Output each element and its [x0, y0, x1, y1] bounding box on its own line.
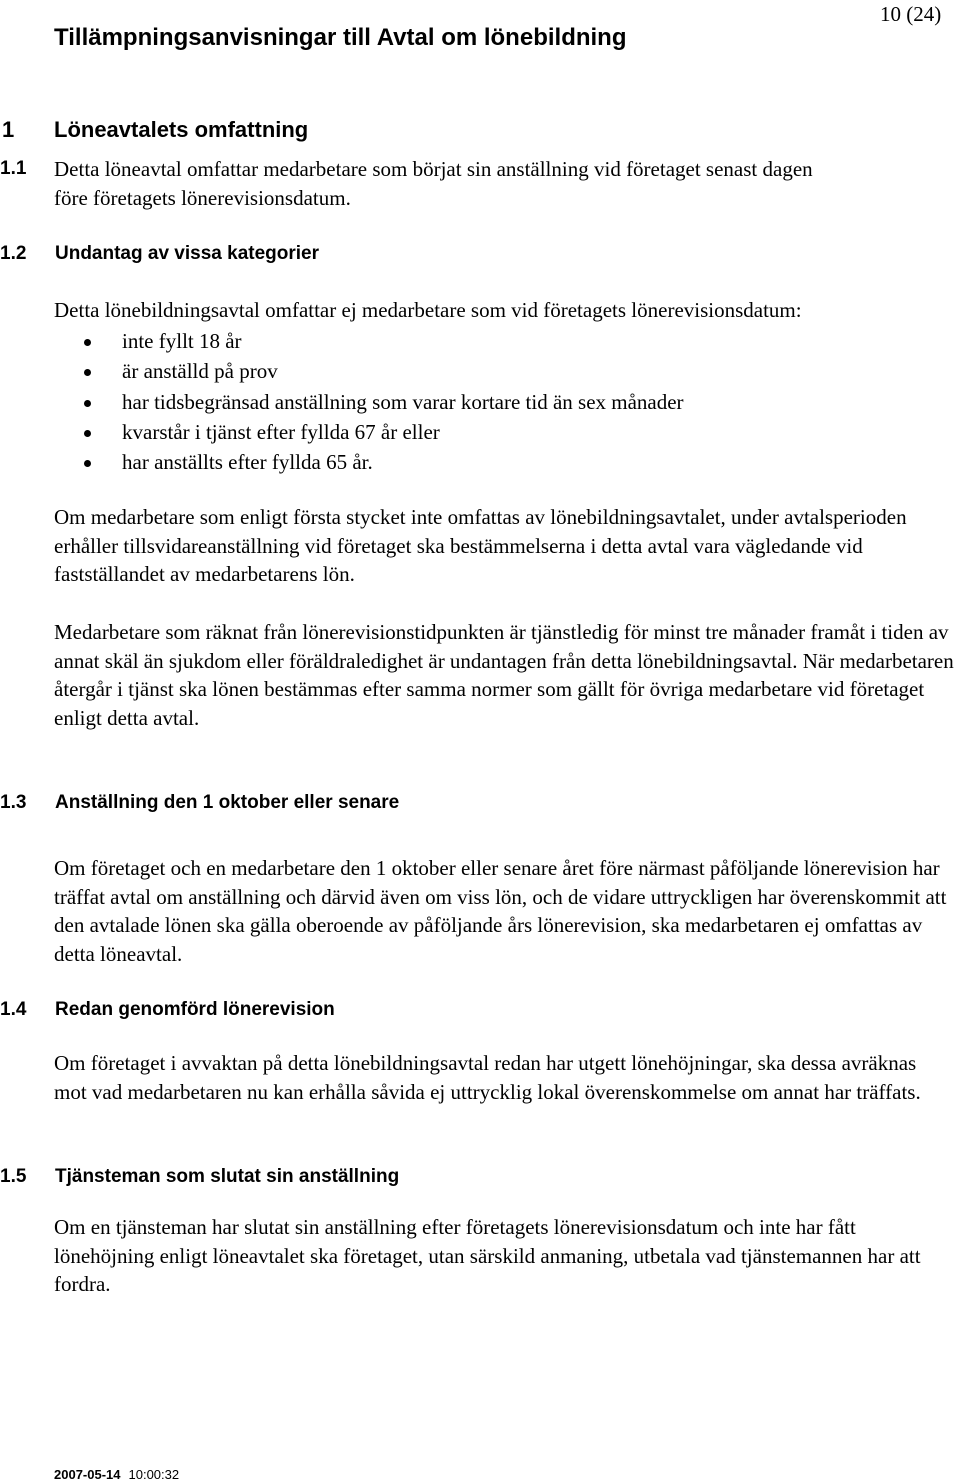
document-header-title: Tillämpningsanvisningar till Avtal om lönebildning [54, 24, 627, 51]
bullet-icon [84, 460, 91, 467]
section-1-5-title: Tjänsteman som slutat sin anställning [55, 1166, 400, 1187]
section-1-title: Löneavtalets omfattning [54, 117, 309, 142]
exclusion-bullet-list [84, 326, 684, 477]
section-1-1-line-2: före företagets lönerevisionsdatum. [54, 185, 351, 210]
section-1-1 [0, 155, 960, 215]
section-1-5-paragraph: Om en tjänsteman har slutat sin anställning efter företagets lönerevisionsdatum och inte har fått lönehöjning enligt löneavtalet ska företaget, utan särskild anmaning, utbetala vad tjänstemannen har att fordra. [54, 1215, 921, 1297]
list-item: har anställts efter fyllda 65 år. [84, 447, 684, 477]
list-item: är anställd på prov [84, 356, 684, 386]
section-1-1-text [54, 155, 813, 212]
section-1-2-intro: Detta lönebildningsavtal omfattar ej medarbetare som vid företagets lönerevisionsdatum: [54, 298, 802, 322]
section-1-heading [0, 117, 308, 143]
section-1-2-title: Undantag av vissa kategorier [55, 243, 319, 264]
footer-timestamp [54, 1467, 179, 1482]
bullet-icon [84, 430, 91, 437]
section-1-5-number: 1.5 [0, 1166, 27, 1187]
section-1-4-title: Redan genomförd lönerevision [55, 999, 335, 1020]
section-1-number: 1 [2, 117, 15, 142]
bullet-icon [84, 369, 91, 376]
section-1-3-number: 1.3 [0, 792, 27, 813]
section-1-2-heading [0, 243, 960, 267]
section-1-4-number: 1.4 [0, 999, 27, 1020]
section-1-1-line-1: Detta löneavtal omfattar medarbetare som börjat sin anställning vid företaget senast dagen [54, 157, 813, 181]
section-1-4-paragraph: Om företaget i avvaktan på detta lönebildningsavtal redan har utgett lönehöjningar, ska dessa avräknas mot vad medarbetaren nu kan erhålla såvida ej uttrycklig lokal överenskommelse om annat har träffats. [54, 1051, 921, 1104]
section-1-3-paragraph: Om företaget och en medarbetare den 1 oktober eller senare året före närmast påföljande lönerevision har träffat avtal om anställning och därvid även om viss lön, och de vidare uttryckligen har överenskommit att den avtalade lönen ska gälla oberoende av påföljande års lönerevision, ska medarbetaren ej omfattas av detta löneavtal. [54, 856, 947, 967]
section-1-2-paragraph-1: Om medarbetare som enligt första stycket inte omfattas av lönebildningsavtalet, under avtalsperioden erhåller tillsvidareanställning vid företaget ska bestämmelserna i detta avtal vara vägledande vid fastställandet av medarbetarens lön. [54, 505, 907, 587]
section-1-2-number: 1.2 [0, 243, 27, 264]
section-1-1-number: 1.1 [0, 158, 27, 179]
section-1-4-heading [0, 999, 960, 1023]
page-number: 10 (24) [880, 2, 942, 26]
section-1-3-title: Anställning den 1 oktober eller senare [55, 792, 400, 813]
list-item: kvarstår i tjänst efter fyllda 67 år eller [84, 417, 684, 447]
bullet-icon [84, 339, 91, 346]
footer-date: 2007-05-14 [54, 1467, 121, 1482]
list-item: inte fyllt 18 år [84, 326, 684, 356]
bullet-icon [84, 400, 91, 407]
footer-time: 10:00:32 [128, 1467, 180, 1482]
section-1-3-heading [0, 792, 960, 816]
section-1-2-paragraph-2: Medarbetare som räknat från lönerevisionstidpunkten är tjänstledig för minst tre månader framåt i tiden av annat skäl än sjukdom eller föräldraledighet är undantagen från detta lönebildningsavtal. När medarbetaren återgår i tjänst ska lönen bestämmas efter samma normer som gällt för övriga medarbetare vid företaget enligt detta avtal. [54, 620, 954, 731]
list-item: har tidsbegränsad anställning som varar kortare tid än sex månader [84, 387, 684, 417]
section-1-5-heading [0, 1166, 960, 1190]
